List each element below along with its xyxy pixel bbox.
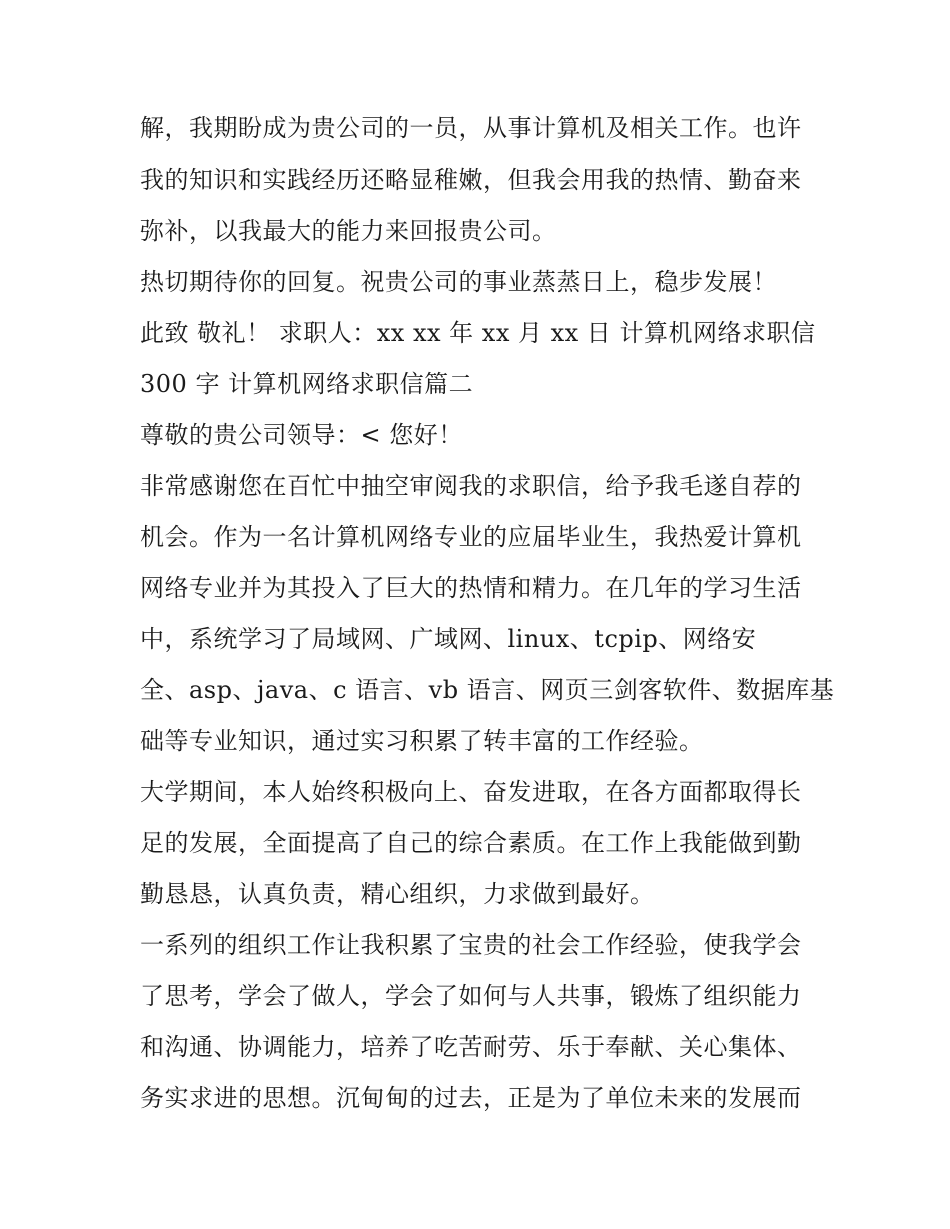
text-line: 尊敬的贵公司领导：< 您好！ (140, 421, 463, 449)
text-line: 机会。作为一名计算机网络专业的应届毕业生，我热爱计算机 (140, 523, 802, 551)
text-line: 大学期间，本人始终积极向上、奋发进取，在各方面都取得长 (140, 778, 802, 806)
text-line: 网络专业并为其投入了巨大的热情和精力。在几年的学习生活 (140, 574, 802, 602)
text-line: 弥补，以我最大的能力来回报贵公司。 (140, 217, 557, 245)
text-line: 勤恳恳，认真负责，精心组织，力求做到最好。 (140, 880, 655, 908)
text-line: 础等专业知识，通过实习积累了转丰富的工作经验。 (140, 727, 704, 755)
text-line: 一系列的组织工作让我积累了宝贵的社会工作经验，使我学会 (140, 931, 802, 959)
text-line: 热切期待你的回复。祝贵公司的事业蒸蒸日上，稳步发展！ (140, 268, 777, 296)
text-line: 足的发展，全面提高了自己的综合素质。在工作上我能做到勤 (140, 829, 802, 857)
text-line: 300 字 计算机网络求职信篇二 (140, 370, 474, 398)
text-line: 我的知识和实践经历还略显稚嫩，但我会用我的热情、勤奋来 (140, 166, 802, 194)
text-line: 了思考，学会了做人，学会了如何与人共事，锻炼了组织能力 (140, 982, 802, 1010)
text-line: 中，系统学习了局域网、广域网、linux、tcpip、网络安 (140, 625, 757, 653)
text-line: 非常感谢您在百忙中抽空审阅我的求职信，给予我毛遂自荐的 (140, 472, 802, 500)
text-line: 此致 敬礼！ 求职人：xx xx 年 xx 月 xx 日 计算机网络求职信 (140, 319, 816, 347)
text-line: 解，我期盼成为贵公司的一员，从事计算机及相关工作。也许 (140, 114, 802, 142)
text-line: 全、asp、java、c 语言、vb 语言、网页三剑客软件、数据库基 (140, 676, 835, 704)
text-line: 务实求进的思想。沉甸甸的过去，正是为了单位未来的发展而 (140, 1084, 802, 1112)
text-line: 和沟通、协调能力，培养了吃苦耐劳、乐于奉献、关心集体、 (140, 1033, 802, 1061)
